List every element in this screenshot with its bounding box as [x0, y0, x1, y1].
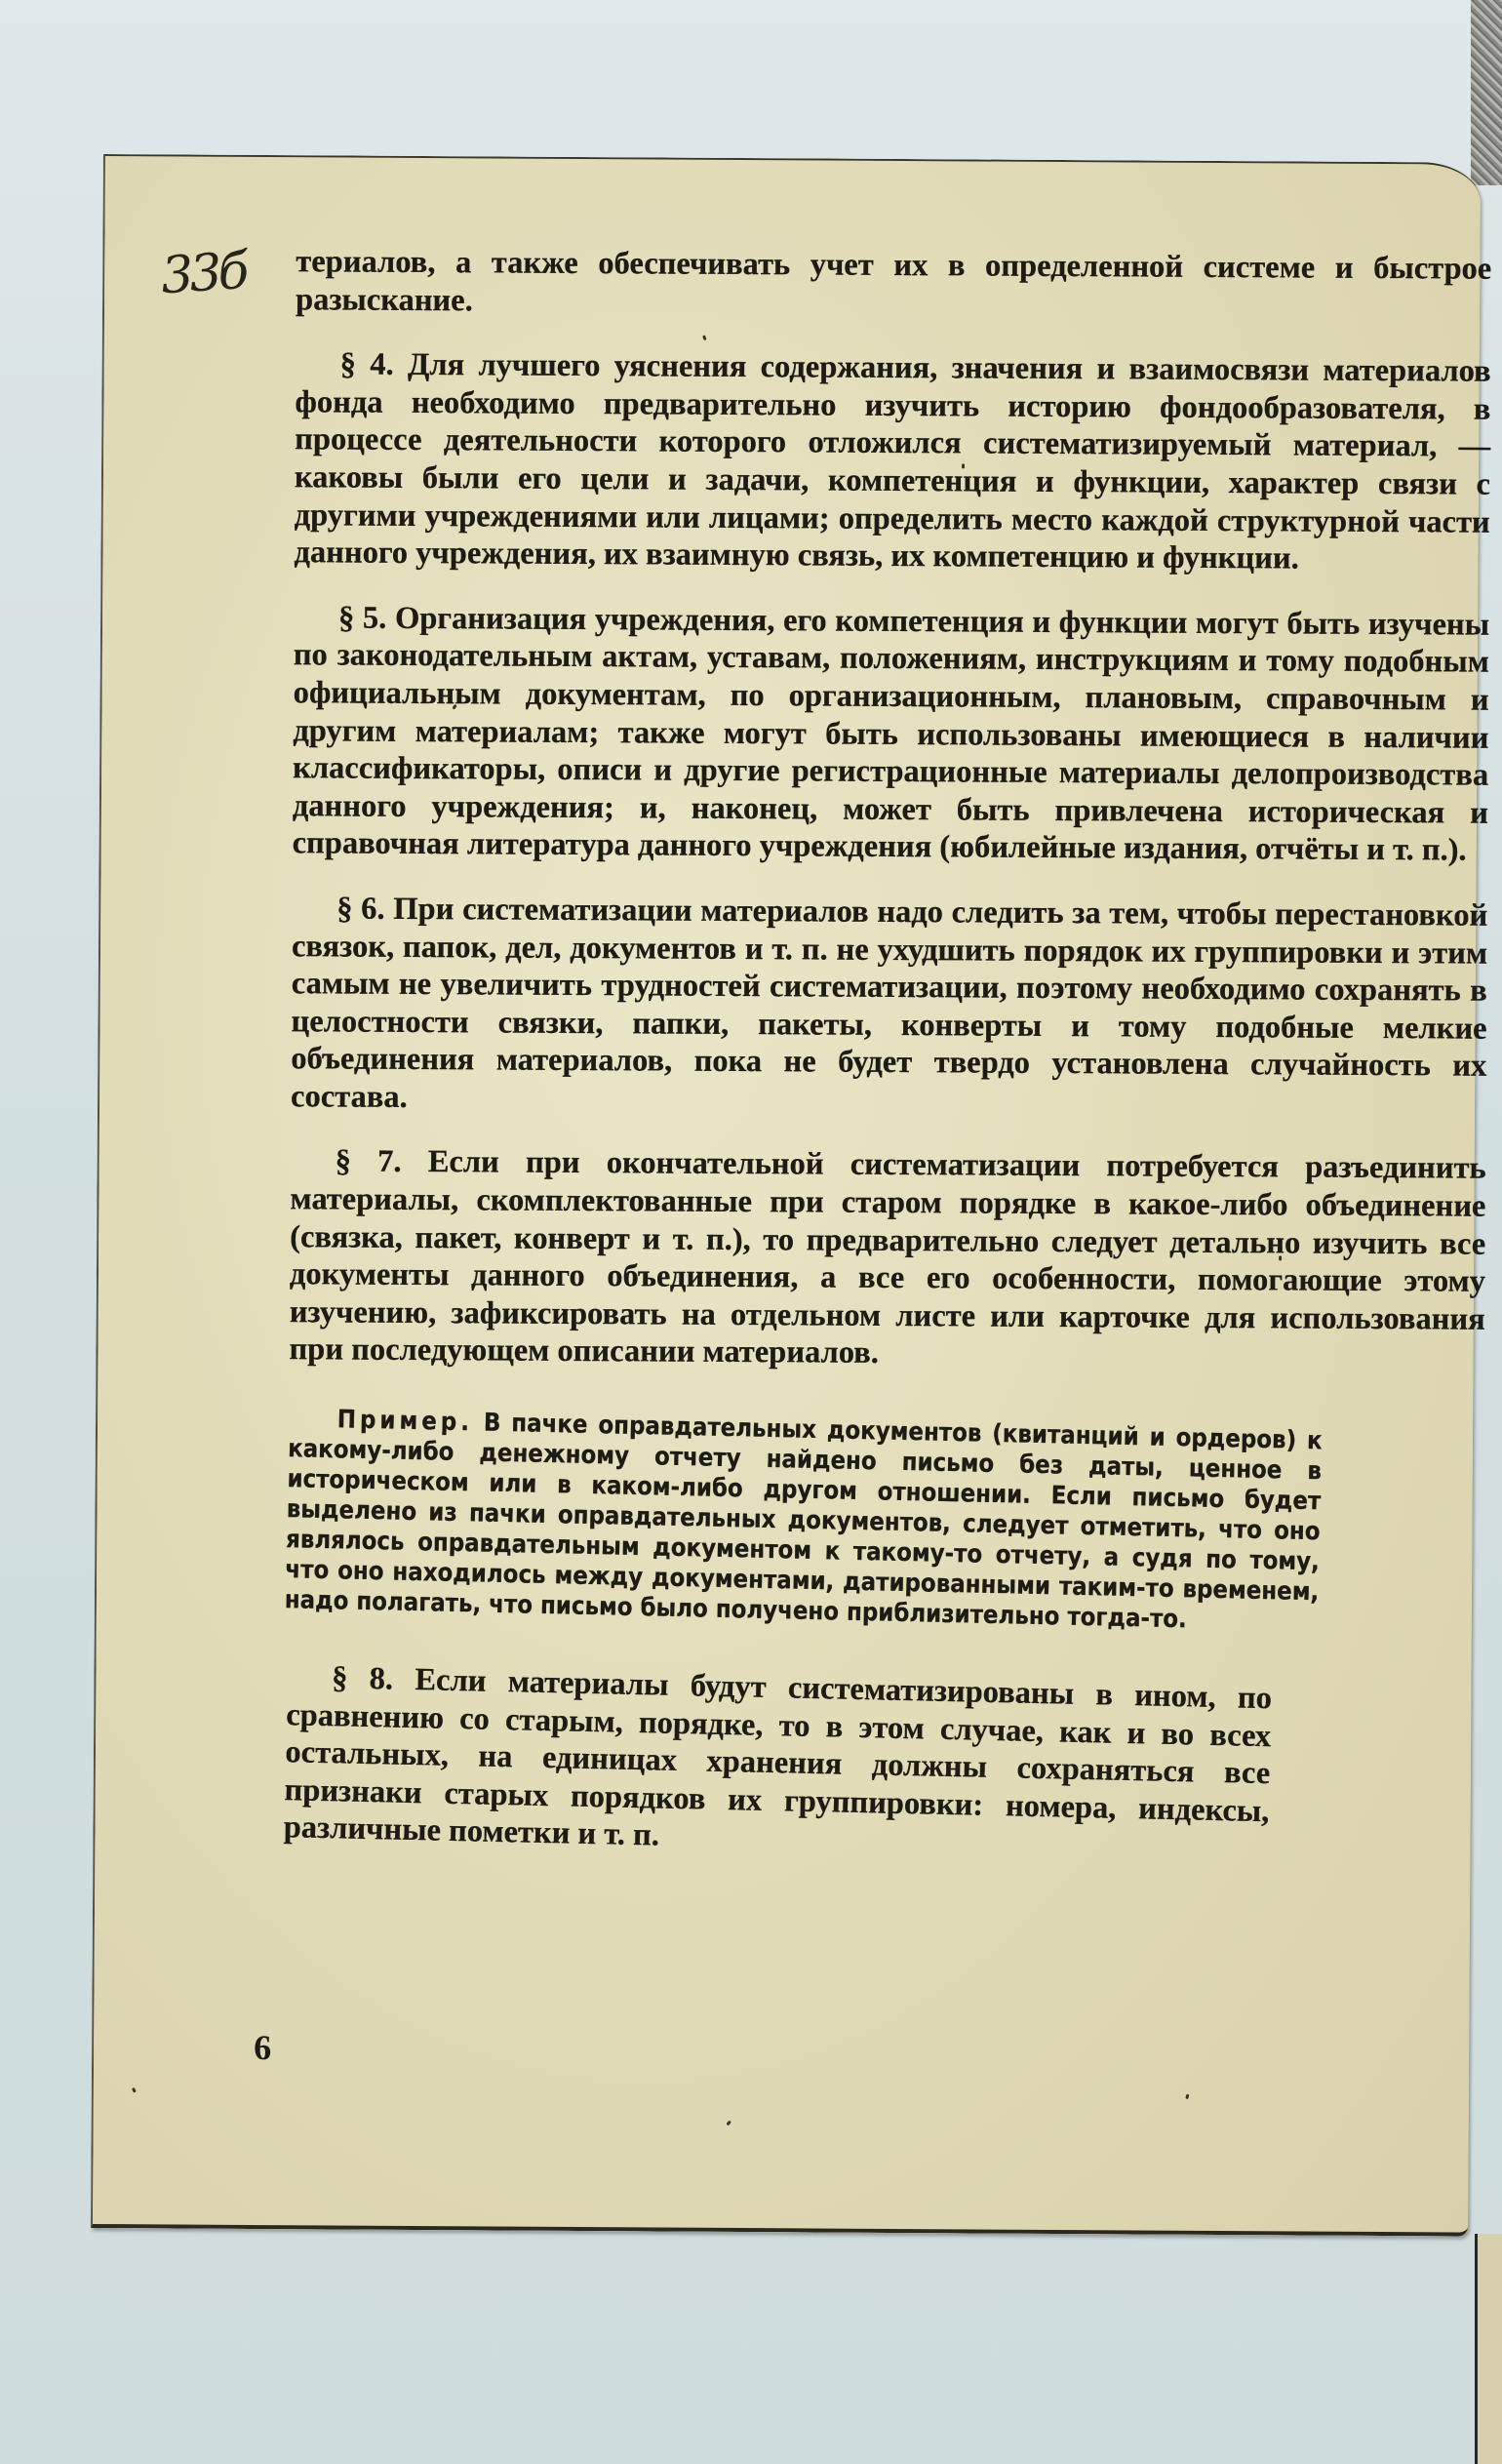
section-text: Если материалы будут систематизированы в ином, по сравнению со старым, порядке, то в этом случае, как и во всех остальных, на единицах хранения должны сохраняться все признаки старых порядков их группировки: номера, индексы, различные пометки и т. п.: [283, 1662, 1273, 1853]
opening-paragraph: териалов, а также обеспечивать учет их в определенной системе и быстрое разыскание.: [295, 244, 1492, 318]
section-6: [291, 890, 1487, 1123]
example-text: В пачке оправдательных документов (квитанций и ордеров) к какому-либо денежному отчету найдено письмо без даты, ценное в историческом или в каком-либо другом отношении. Если письмо будет выделено из пачки оправдательных документов, следует отметить, что оно являлось оправдательным документом к такому-то отчету, а судя по тому, что оно находилось между документами, датированными таким-то временем, надо полагать, что письмо было получено приблизительно тогда-то.: [284, 1408, 1323, 1635]
section-text: Если при окончательной систематизации потребуется разъединить материалы, скомплектованные при старом порядке в какое-либо объединение (связка, пакет, конверт и т. п.), то предварительно следует детально изучить все документы данного объединения, а все его особенности, помогающие этому изучению, зафиксировать на отдельном листе или карточке для использования при последующем описании материалов.: [289, 1144, 1486, 1371]
section-number: § 5.: [337, 600, 387, 636]
section-8: [283, 1658, 1272, 1868]
example-block: [284, 1404, 1322, 1638]
section-4: [294, 345, 1490, 578]
section-text: Для лучшего уяснения содержания, значения и взаимосвязи материалов фонда необходимо предварительно изучить историю фондообразователя, в процессе деятельности которого отложился систематизируемый материал, — каковы были его цели и задачи, компетенция и функции, характер связи с другими учреждениями или лицами; определить место каждой структурной части данного учреждения, их взаимную связь, их компетенцию и функции.: [294, 347, 1491, 576]
section-5: [293, 599, 1490, 870]
handwritten-sheet-number: 33б: [159, 241, 247, 306]
section-number: § 7.: [335, 1143, 402, 1180]
paper-speck: [132, 2087, 137, 2093]
paper-speck: [726, 2121, 731, 2126]
adjacent-folder-edge: [1471, 0, 1502, 185]
section-number: § 4.: [339, 346, 394, 383]
adjacent-page-edge: [1475, 2234, 1502, 2464]
section-number: § 6.: [336, 891, 385, 927]
document-body: [283, 243, 1492, 1853]
page-number: 6: [254, 2027, 272, 2068]
section-number: § 8.: [331, 1660, 394, 1697]
paper-speck: [1185, 2094, 1189, 2100]
section-7: [289, 1143, 1485, 1376]
section-text: Организация учреждения, его компетенция и функции могут быть изучены по законодательным актам, уставам, положениям, инструкциям и тому подобным официальным документам, по организационным, плановым, справочным и другим материалам; также могут быть использованы имеющиеся в наличии классификаторы, описи и другие регистрационные материалы делопроизводства данного учреждения; и, наконец, может быть привлечена историческая и справочная литература данного учреждения (юбилейные издания, отчёты и т. п.).: [292, 600, 1490, 868]
example-label: Пример.: [336, 1405, 474, 1438]
document-page: [91, 154, 1492, 2237]
section-text: При систематизации материалов надо следить за тем, чтобы перестановкой связок, папок, дел, документов и т. п. не ухудшить порядок их группировки и этим самым не увеличить трудностей систематизации, поэтому необходимо сохранять в целостности связки, папки, пакеты, конверты и тому подобные мелкие объединения материалов, пока не будет твердо установлена случайность их состава.: [290, 891, 1488, 1115]
